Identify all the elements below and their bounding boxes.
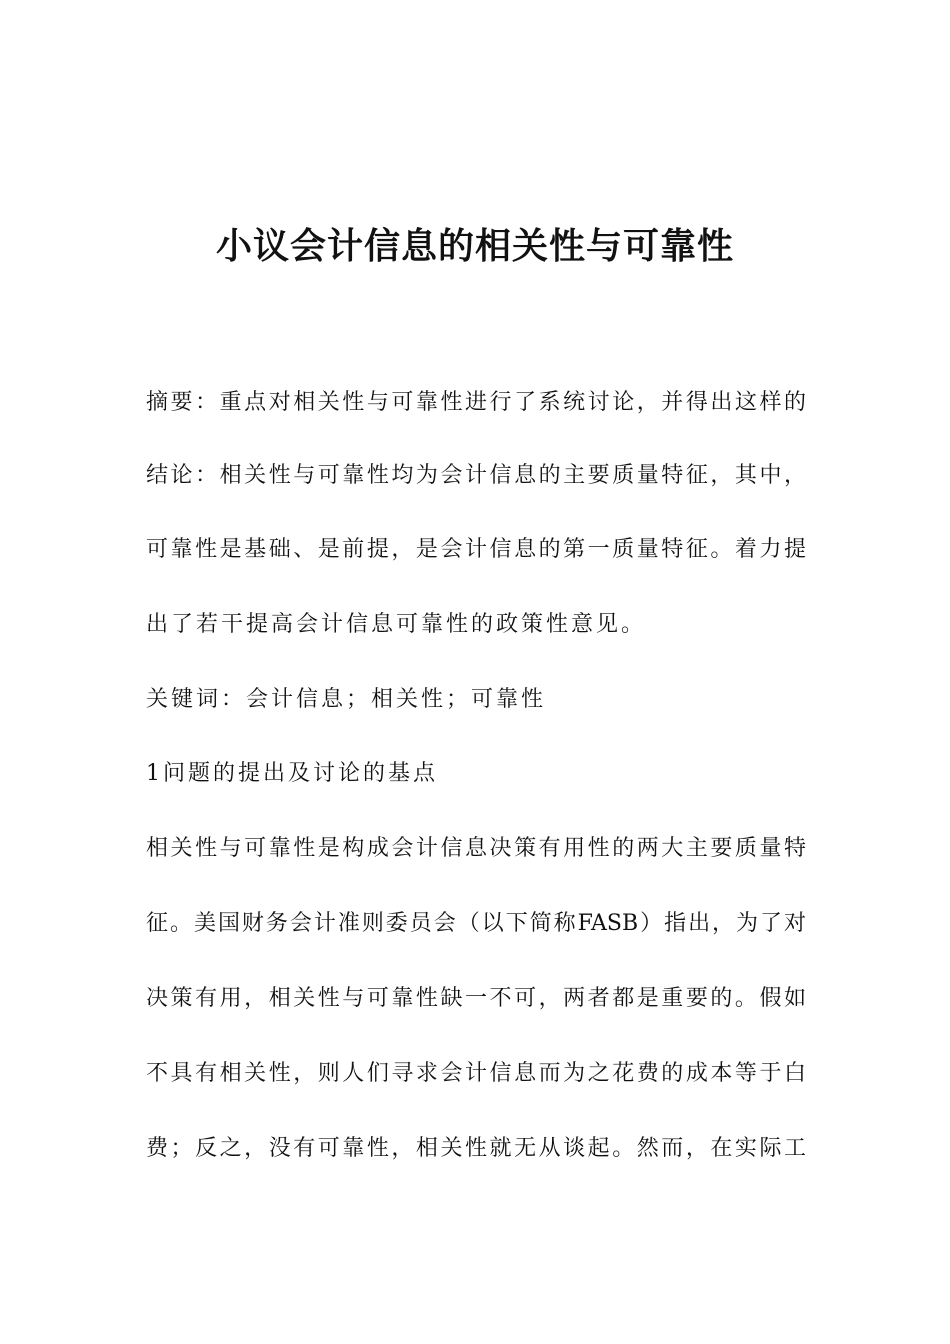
body-line: 费；反之，没有可靠性，相关性就无从谈起。然而，在实际工 [146,1136,806,1161]
abstract-line: 结论：相关性与可靠性均为会计信息的主要质量特征，其中， [146,463,806,488]
document-title: 小议会计信息的相关性与可靠性 [215,226,734,267]
body-line: 征。美国财务会计准则委员会（以下简称FASB）指出，为了对 [146,911,806,936]
body-line: 相关性与可靠性是构成会计信息决策有用性的两大主要质量特 [146,836,806,861]
abstract-line: 出了若干提高会计信息可靠性的政策性意见。 [146,612,647,637]
abstract-line: 可靠性是基础、是前提，是会计信息的第一质量特征。着力提 [146,537,806,562]
section-heading: 1问题的提出及讨论的基点 [146,761,438,786]
body-line: 不具有相关性，则人们寻求会计信息而为之花费的成本等于白 [146,1061,806,1086]
keywords: 关键词：会计信息；相关性；可靠性 [146,687,547,712]
abstract-line: 摘要：重点对相关性与可靠性进行了系统讨论，并得出这样的 [146,390,806,415]
body-line: 决策有用，相关性与可靠性缺一不可，两者都是重要的。假如 [146,986,806,1011]
